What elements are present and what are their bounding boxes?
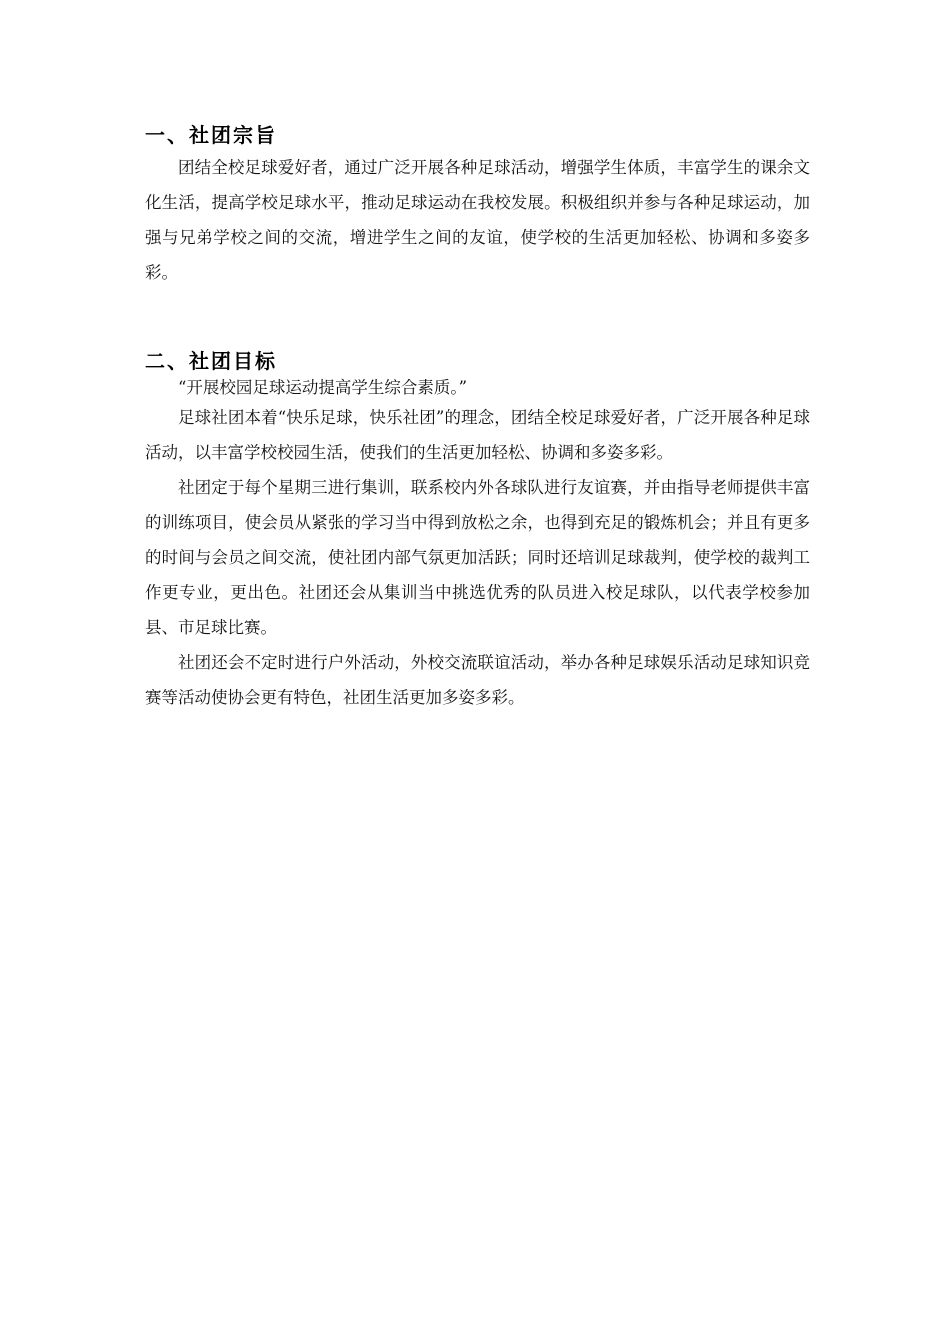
goals-paragraph-activities: 社团还会不定时进行户外活动，外校交流联谊活动，举办各种足球娱乐活动足球知识竞赛等活动使协会更有特色，社团生活更加多姿多彩。 — [145, 653, 810, 707]
goals-paragraph-philosophy: 足球社团本着“快乐足球，快乐社团”的理念，团结全校足球爱好者，广泛开展各种足球活动，以丰富学校校园生活，使我们的生活更加轻松、协调和多姿多彩。 — [145, 408, 810, 462]
section-goals — [145, 346, 810, 715]
goals-slogan-quote: “开展校园足球运动提高学生综合素质。” — [178, 378, 468, 397]
purpose-paragraph: 团结全校足球爱好者，通过广泛开展各种足球活动，增强学生体质，丰富学生的课余文化生活，提高学校足球水平，推动足球运动在我校发展。积极组织并参与各种足球运动，加强与兄弟学校之间的交流，增进学生之间的友谊，使学校的生活更加轻松、协调和多姿多彩。 — [145, 158, 810, 282]
goals-paragraph-training: 社团定于每个星期三进行集训，联系校内外各球队进行友谊赛，并由指导老师提供丰富的训练项目，使会员从紧张的学习当中得到放松之余，也得到充足的锻炼机会；并且有更多的时间与会员之间交流，使社团内部气氛更加活跃；同时还培训足球裁判，使学校的裁判工作更专业，更出色。社团还会从集训当中挑选优秀的队员进入校足球队，以代表学校参加县、市足球比赛。 — [145, 478, 810, 637]
section-heading-goals: 二、社团目标 — [145, 349, 277, 373]
section-purpose — [145, 120, 810, 290]
section-heading-purpose: 一、社团宗旨 — [145, 123, 277, 147]
document-body — [145, 120, 810, 715]
